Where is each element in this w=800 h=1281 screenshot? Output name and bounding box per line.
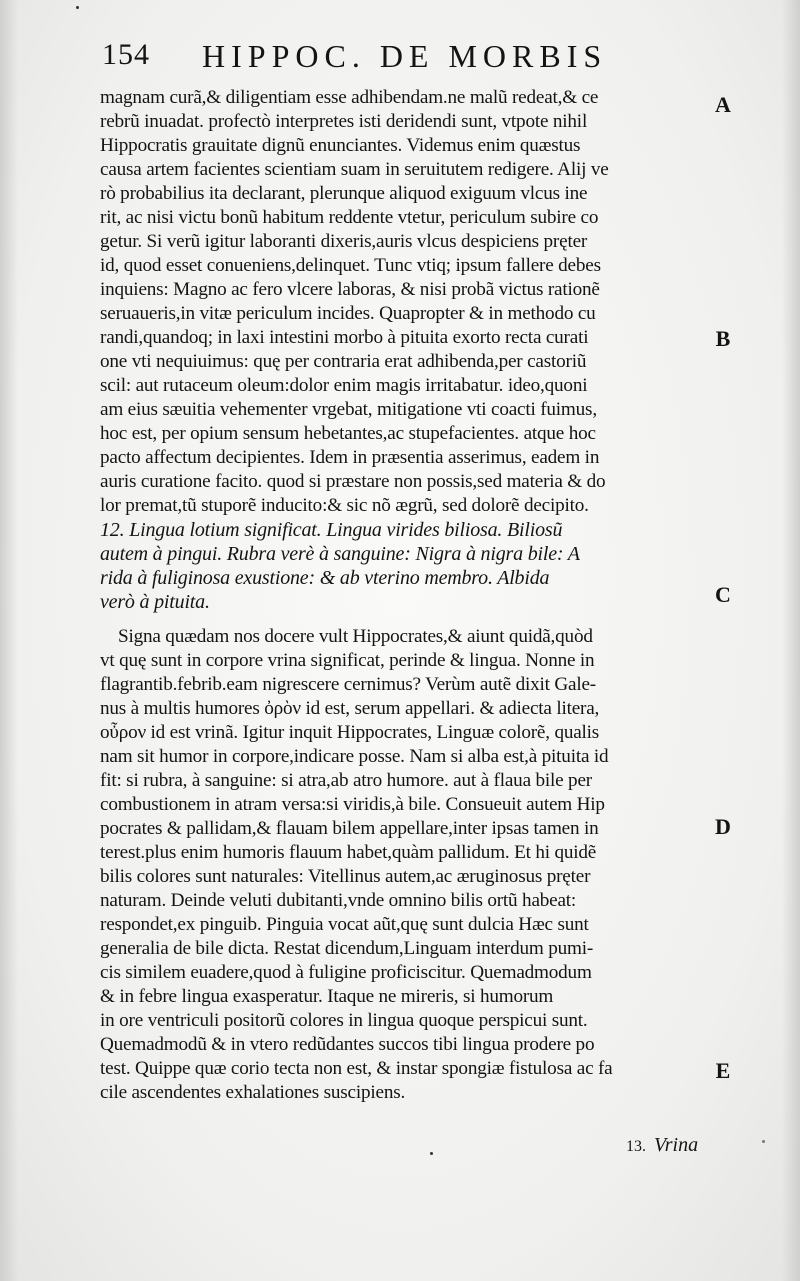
text-line: rit, ac nisi victu bonũ habitum reddente vtetur, periculum subire co [100, 207, 599, 228]
text-line: Signa quædam nos docere vult Hippocrates,& aiunt quidã,quòd [118, 626, 593, 647]
ink-speck [76, 6, 79, 9]
aphorism-line: verò à pituita. [100, 591, 210, 613]
page-edge-shadow-left [0, 0, 18, 1281]
page-number: 154 [102, 38, 150, 71]
text-line: cis similem euadere,quod à fuligine proficiscitur. Quemadmodum [100, 962, 592, 983]
text-line: pacto affectum decipientes. Idem in præsentia asserimus, eadem in [100, 447, 600, 468]
margin-letter-b: B [715, 326, 731, 351]
text-line: inquiens: Magno ac fero vlcere laboras, & nisi probã victus rationẽ [100, 279, 600, 300]
aphorism-line: autem à pingui. Rubra verè à sanguine: Nigra à nigra bile: A [100, 543, 580, 565]
text-line: seruaueris,in vitæ periculum incides. Quapropter & in methodo cu [100, 303, 596, 324]
text-line: rò probabilius ita declarant, plerunque aliquod exiguum vlcus ine [100, 183, 588, 204]
text-line: in ore ventriculi positorũ colores in lingua quoque perspicui sunt. [100, 1010, 588, 1031]
text-line: vt quę sunt in corpore vrina significat, perinde & lingua. Nonne in [100, 650, 595, 671]
text-line: nam sit humor in corpore,indicare posse. Nam si alba est,à pituita id [100, 746, 609, 767]
text-line: Hippocratis grauitate dignũ enunciantes. Videmus enim quæstus [100, 135, 581, 156]
text-line: test. Quippe quæ corio tecta non est, & instar spongiæ fistulosa ac fa [100, 1058, 613, 1079]
text-line: magnam curã,& diligentiam esse adhibendam.ne malũ redeat,& ce [100, 87, 599, 108]
running-head: HIPPOC. DE MORBIS [202, 38, 608, 74]
text-line: am eius sæuitia vehementer vrgebat, mitigatione vti coacti fuimus, [100, 399, 597, 420]
catchword-number: 13. [626, 1138, 646, 1155]
text-line: id, quod esset conueniens,delinquet. Tunc vtiq; ipsum fallere debes [100, 255, 601, 276]
page-header [102, 38, 702, 88]
margin-letter-c: C [715, 582, 731, 607]
text-line: respondet,ex pinguib. Pinguia vocat aũt,quę sunt dulcia Hæc sunt [100, 914, 589, 935]
text-line: generalia de bile dicta. Restat dicendum,Linguam interdum pumi- [100, 938, 594, 959]
text-line: & in febre lingua exasperatur. Itaque ne mireris, si humorum [100, 986, 554, 1007]
text-line: fit: si rubra, à sanguine: si atra,ab atro humore. aut à flaua bile per [100, 770, 592, 791]
text-line: nus à multis humores ὀρὸν id est, serum appellari. & adiecta litera, [100, 698, 600, 719]
text-line: causa artem facientes scientiam suam in seruitutem redigere. Alij ve [100, 159, 609, 180]
text-line: rebrũ inuadat. profectò interpretes isti deridendi sunt, vtpote nihil [100, 111, 588, 132]
text-line: auris curatione facito. quod si præstare non possis,sed materia & do [100, 471, 606, 492]
catchword-word: Vrina [654, 1134, 699, 1156]
text-line: cile ascendentes exhalationes suscipiens. [100, 1082, 406, 1103]
text-line: scil: aut rutaceum oleum:dolor enim magis irritabatur. ideo,quoni [100, 375, 588, 396]
text-line: randi,quandoq; in laxi intestini morbo à pituita exorto recta curati [100, 327, 589, 348]
text-line: combustionem in atram versa:si viridis,à bile. Consueuit autem Hip [100, 794, 605, 815]
text-line: Quemadmodũ & in vtero redũdantes succos tibi lingua prodere po [100, 1034, 595, 1055]
text-line: hoc est, per opium sensum hebetantes,ac stupefacientes. atque hoc [100, 423, 596, 444]
paragraph-gap [100, 614, 710, 625]
margin-letter-d: D [715, 814, 731, 839]
ink-speck [762, 1140, 765, 1143]
text-line: lor premat,tũ stuporẽ inducito:& sic nõ ægrũ, sed dolorẽ decipito. [100, 495, 589, 516]
text-line: terest.plus enim humoris flauum habet,quàm pallidum. Et hi quidẽ [100, 842, 597, 863]
text-line: pocrates & pallidam,& flauam bilem appellare,inter ipsas tamen in [100, 818, 599, 839]
ink-speck [430, 1152, 433, 1155]
page-edge-shadow-right [782, 0, 800, 1281]
margin-letter-e: E [715, 1058, 731, 1083]
text-line: getur. Si verũ igitur laboranti dixeris,auris vlcus despiciens pręter [100, 231, 588, 252]
text-line: οὖρον id est vrinã. Igitur inquit Hippocrates, Linguæ colorẽ, qualis [100, 722, 600, 743]
catchword [626, 1134, 698, 1157]
text-line: one vti nequiuimus: quę per contraria erat adhibenda,per castoriũ [100, 351, 587, 372]
margin-letter-a: A [715, 92, 731, 117]
aphorism-line: 12. Lingua lotium significat. Lingua virides biliosa. Biliosũ [100, 519, 563, 541]
body-text [100, 86, 710, 1105]
text-line: bilis colores sunt naturales: Vitellinus autem,ac æruginosus pręter [100, 866, 591, 887]
text-line: naturam. Deinde veluti dubitanti,vnde omnino bilis ortũ habeat: [100, 890, 577, 911]
text-line: flagrantib.febrib.eam nigrescere cernimus? Verùm autẽ dixit Gale- [100, 674, 596, 695]
aphorism-line: rida à fuliginosa exustione: & ab vterino membro. Albida [100, 567, 550, 589]
